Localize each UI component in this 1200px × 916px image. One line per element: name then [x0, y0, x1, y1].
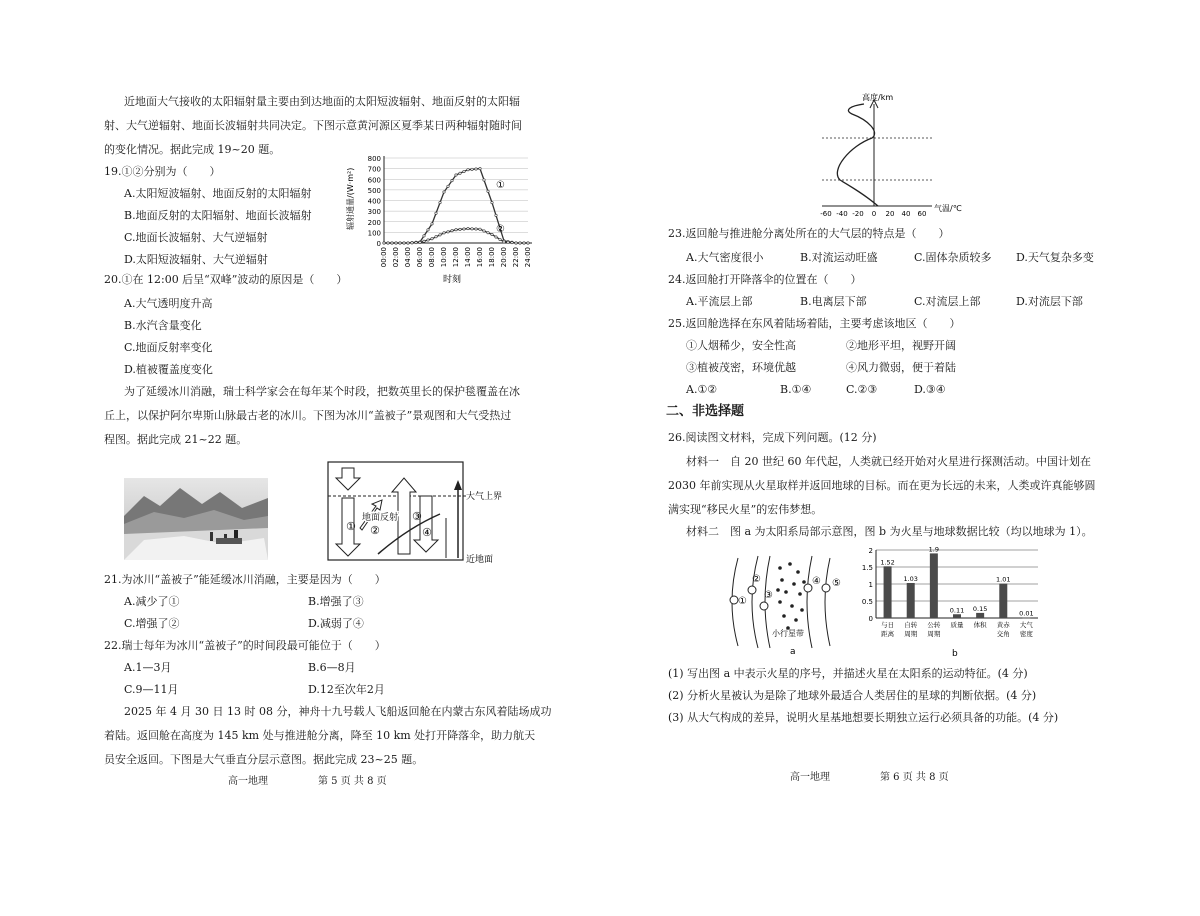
- radiation-point: [423, 240, 425, 242]
- orbit-5: [825, 558, 830, 646]
- bar-y-tick-label: 2: [868, 547, 873, 555]
- radiation-point: [447, 185, 449, 187]
- escape-arrow-head: [454, 480, 462, 490]
- radiation-point: [427, 229, 429, 231]
- orbit-2: [752, 556, 758, 648]
- atm-temperature-curve: [837, 104, 878, 206]
- radiation-point: [507, 241, 509, 243]
- radiation-point: [439, 201, 441, 203]
- radiation-point: [443, 191, 445, 193]
- q20-option-c: C.地面反射率变化: [124, 341, 213, 354]
- q24-option-b: B.电离层下部: [800, 295, 867, 308]
- radiation-point: [467, 168, 469, 170]
- q25-option-d: D.③④: [914, 383, 946, 396]
- radiation-point: [495, 214, 497, 216]
- radiation-x-label: 时刻: [442, 275, 462, 285]
- radiation-series-1-line: [384, 169, 528, 243]
- bar-category-label-bottom: 交角: [996, 630, 1010, 638]
- q25-item-3: ③植被茂密，环境优越: [686, 361, 796, 374]
- q19-option-d: D.太阳短波辐射、大气逆辐射: [124, 253, 268, 266]
- radiation-point: [387, 242, 389, 244]
- radiation-point: [523, 242, 525, 244]
- radiation-x-tick-label: 08:00: [428, 247, 436, 268]
- radiation-point: [447, 231, 449, 233]
- fig-a-num-3: ③: [764, 590, 773, 601]
- bar-value-label: 1.52: [880, 558, 895, 567]
- radiation-point: [479, 167, 481, 169]
- radiation-series-1-label: ①: [496, 180, 505, 191]
- asteroid-dot: [784, 590, 788, 594]
- q19-option-c: C.地面长波辐射、大气逆辐射: [124, 231, 268, 244]
- bar-y-tick-label: 1: [868, 581, 873, 589]
- asteroid-dot: [796, 570, 800, 574]
- radiation-x-tick-label: 14:00: [464, 247, 472, 268]
- radiation-point: [459, 228, 461, 230]
- radiation-point: [431, 238, 433, 240]
- radiation-x-tick-label: 22:00: [512, 247, 520, 268]
- bar-category-label-top: 质量: [950, 621, 964, 629]
- radiation-point: [471, 228, 473, 230]
- radiation-point: [463, 228, 465, 230]
- q22-option-a: A.1—3月: [124, 661, 172, 674]
- atm-x-tick-label: -60: [820, 210, 832, 218]
- radiation-y-tick-label: 700: [367, 165, 381, 174]
- orbit-4: [807, 556, 812, 648]
- q23-option-d: D.天气复杂多变: [1016, 251, 1094, 264]
- bar-category-label-top: 黄赤: [996, 621, 1010, 629]
- bar-category-label-top: 自转: [904, 621, 918, 629]
- radiation-chart: [340, 148, 540, 288]
- radiation-point: [475, 228, 477, 230]
- radiation-point: [451, 179, 453, 181]
- radiation-point: [451, 230, 453, 232]
- radiation-y-tick-label: 300: [367, 208, 381, 217]
- radiation-point: [491, 201, 493, 203]
- radiation-x-ticks: [380, 247, 532, 267]
- left-footer-subject: 高一地理: [228, 776, 268, 787]
- bar-category-label-top: 与日: [881, 621, 895, 629]
- bar-value-label: 0.01: [1019, 609, 1034, 618]
- q22-option-b: B.6—8月: [308, 661, 356, 674]
- intro-23-line-3: 员安全返回。下图是大气垂直分层示意图。据此完成 23~25 题。: [104, 753, 424, 766]
- radiation-point: [483, 230, 485, 232]
- counter-radiation-arrow: [414, 496, 438, 552]
- radiation-y-tick-label: 0: [376, 240, 381, 248]
- bar-category-label-top: 公转: [927, 621, 941, 629]
- q26-material-2: 材料二 图 a 为太阳系局部示意图，图 b 为火星与地球数据比较（均以地球为 1）。: [686, 525, 1093, 538]
- radiation-point: [443, 232, 445, 234]
- bar-category-label-top: 体积: [973, 621, 987, 629]
- asteroid-dot: [776, 588, 780, 592]
- radiation-point: [475, 168, 477, 170]
- bar-category-label-bottom: 周期: [904, 630, 918, 638]
- planet-4: [804, 584, 812, 592]
- q25-option-c: C.②③: [846, 383, 878, 396]
- radiation-point: [383, 242, 385, 244]
- right-footer-page: 第 6 页 共 8 页: [880, 772, 949, 783]
- q26-question-1: (1) 写出图 a 中表示火星的序号，并描述火星在太阳系的运动特征。(4 分): [668, 667, 1028, 680]
- asteroid-dot: [790, 604, 794, 608]
- fig-a-label: a: [790, 647, 796, 657]
- bar-value-label: 0.15: [972, 604, 988, 613]
- left-footer-page: 第 5 页 共 8 页: [318, 776, 387, 787]
- bar-category-label-bottom: 密度: [1019, 630, 1033, 638]
- radiation-point: [435, 236, 437, 238]
- radiation-x-tick-label: 12:00: [452, 247, 460, 268]
- q25-item-1: ①人烟稀少，安全性高: [686, 339, 796, 352]
- intro-21-line-1: 为了延缓冰川消融，瑞士科学家会在每年某个时段，把数英里长的保护毯覆盖在冰: [124, 385, 520, 398]
- radiation-point: [483, 179, 485, 181]
- fig-a-num-5: ⑤: [832, 578, 841, 589]
- radiation-y-tick-label: 100: [367, 229, 381, 238]
- radiation-point: [527, 242, 529, 244]
- bar-chart-value-labels: [880, 545, 1033, 617]
- atm-x-ticks: [820, 210, 926, 218]
- radiation-point: [487, 190, 489, 192]
- bar-category-label-bottom: 周期: [927, 630, 941, 638]
- glacier-photo: [124, 478, 268, 560]
- radiation-point: [455, 229, 457, 231]
- radiation-y-tick-label: 500: [367, 186, 381, 195]
- bar: [953, 614, 961, 618]
- q19-option-b: B.地面反射的太阳辐射、地面长波辐射: [124, 209, 312, 222]
- near-ground-label: 近地面: [466, 555, 494, 565]
- q21-option-b: B.增强了③: [308, 595, 364, 608]
- q25-option-a: A.①②: [686, 383, 718, 396]
- radiation-point: [479, 228, 481, 230]
- bar-y-tick-label: 0.5: [862, 598, 873, 606]
- radiation-point: [415, 241, 417, 243]
- radiation-point: [435, 212, 437, 214]
- radiation-x-tick-label: 02:00: [392, 247, 400, 268]
- q23-option-c: C.固体杂质较多: [914, 251, 992, 264]
- q20-option-a: A.大气透明度升高: [124, 297, 213, 310]
- q25-option-b: B.①④: [780, 383, 812, 396]
- planet-5: [822, 584, 830, 592]
- radiation-x-tick-label: 18:00: [488, 247, 496, 268]
- right-footer-subject: 高一地理: [790, 772, 830, 783]
- radiation-point: [407, 242, 409, 244]
- asteroid-belt-label: 小行星带: [772, 629, 804, 638]
- radiation-x-tick-label: 04:00: [404, 247, 412, 268]
- atm-x-label: 气温/℃: [934, 204, 962, 213]
- bar-category-label-top: 大气: [1019, 621, 1033, 629]
- radiation-x-tick-label: 16:00: [476, 247, 484, 268]
- solar-in-arrow-top: [336, 468, 360, 490]
- asteroid-dot: [780, 578, 784, 582]
- bar-category-label-bottom: 距离: [881, 630, 895, 638]
- radiation-point: [455, 174, 457, 176]
- q19-option-a: A.太阳短波辐射、地面反射的太阳辐射: [124, 187, 312, 200]
- intro-19-line-3: 的变化情况。据此完成 19~20 题。: [104, 143, 281, 156]
- q26-material-1-line-3: 满实现“移民火星”的宏伟梦想。: [668, 503, 823, 516]
- bar-value-label: 1.03: [903, 574, 918, 583]
- intro-19-line-2: 射、大气逆辐射、地面长波辐射共同决定。下图示意黄河源区夏季某日两种辐射随时间: [104, 119, 522, 132]
- fig-a-num-4: ④: [812, 576, 821, 587]
- q26-question-3: (3) 从大气构成的差异，说明火星基地想要长期独立运行必须具备的功能。(4 分): [668, 711, 1059, 724]
- q25-item-4: ④风力微弱，便于着陆: [846, 361, 956, 374]
- intro-19-line-1: 近地面大气接收的太阳辐射量主要由到达地面的太阳短波辐射、地面反射的太阳辐: [124, 95, 520, 108]
- radiation-x-tick-label: 06:00: [416, 247, 424, 268]
- bar: [1022, 618, 1030, 619]
- q24-option-c: C.对流层上部: [914, 295, 981, 308]
- intro-21-line-2: 丘上，以保护阿尔卑斯山脉最古老的冰川。下图为冰川“盖被子”景观图和大气受热过: [104, 409, 512, 422]
- bar: [976, 613, 984, 618]
- radiation-point: [403, 242, 405, 244]
- bar-y-tick-label: 0: [868, 615, 873, 623]
- heat-process-diagram: [320, 458, 510, 568]
- bar-y-tick-label: 1.5: [862, 564, 873, 572]
- radiation-point: [391, 242, 393, 244]
- bar: [930, 553, 938, 618]
- radiation-y-tick-label: 600: [367, 176, 381, 185]
- q26-stem: 26.阅读图文材料，完成下列问题。(12 分): [668, 431, 877, 444]
- radiation-x-tick-label: 10:00: [440, 247, 448, 268]
- right-page: [600, 0, 1200, 916]
- radiation-x-tick-label: 20:00: [500, 247, 508, 268]
- fig-b-label: b: [952, 649, 958, 658]
- planet-3: [760, 602, 768, 610]
- radiation-point: [467, 227, 469, 229]
- bar-chart-y-ticks: [862, 547, 873, 623]
- radiation-point: [495, 236, 497, 238]
- q21-option-c: C.增强了②: [124, 617, 180, 630]
- bar-chart-category-labels: [881, 620, 1033, 638]
- radiation-y-ticks: [368, 155, 381, 248]
- q24-option-a: A.平流层上部: [686, 295, 753, 308]
- bar-value-label: 0.11: [949, 606, 965, 615]
- atm-x-tick-label: 20: [885, 210, 895, 218]
- bar-value-label: 1.9: [928, 545, 940, 554]
- radiation-point: [399, 242, 401, 244]
- radiation-y-tick-label: 400: [367, 197, 381, 206]
- radiation-point: [439, 234, 441, 236]
- q25-stem: 25.返回舱选择在东风着陆场着陆，主要考虑该地区（ ）: [668, 317, 961, 330]
- radiation-point: [503, 241, 505, 243]
- q20-option-d: D.植被覆盖度变化: [124, 363, 213, 376]
- section-2-heading: 二、非选择题: [666, 404, 745, 419]
- radiation-y-label: 辐射通量/(W·m²): [346, 167, 355, 230]
- q22-stem: 22.瑞士每年为冰川“盖被子”的时间段最可能位于（ ）: [104, 639, 386, 652]
- radiation-point: [427, 239, 429, 241]
- asteroid-dot: [802, 580, 806, 584]
- bar: [884, 566, 892, 618]
- radiation-series-2-label: ②: [496, 224, 505, 235]
- radiation-y-tick-label: 200: [367, 218, 381, 227]
- reflect-label: 地面反射: [362, 513, 399, 523]
- radiation-point: [519, 242, 521, 244]
- asteroid-dot: [782, 614, 786, 618]
- q24-option-d: D.对流层下部: [1016, 295, 1083, 308]
- atm-x-tick-label: 0: [871, 210, 877, 218]
- radiation-point: [487, 232, 489, 234]
- radiation-point: [459, 172, 461, 174]
- atm-x-tick-label: 40: [901, 210, 911, 218]
- heat-num-2: ②: [370, 524, 380, 537]
- fig-a-num-1: ①: [738, 596, 747, 607]
- asteroid-belt-dots: [776, 562, 806, 630]
- radiation-x-tick-label: 24:00: [524, 247, 532, 268]
- bar: [907, 583, 915, 618]
- radiation-markers: [383, 167, 529, 244]
- q22-option-d: D.12至次年2月: [308, 683, 385, 696]
- q19-stem: 19.①②分别为（ ）: [104, 165, 221, 178]
- radiation-point: [471, 168, 473, 170]
- heat-num-1: ①: [346, 520, 356, 533]
- q26-material-1-line-2: 2030 年前实现从火星取样并返回地球的目标。而在更为长远的未来，人类或许真能够圆: [668, 479, 1096, 492]
- radiation-point: [423, 235, 425, 237]
- atm-x-tick-label: 60: [917, 210, 927, 218]
- radiation-x-tick-label: 00:00: [380, 247, 388, 268]
- asteroid-dot: [792, 582, 796, 586]
- planet-1: [730, 596, 738, 604]
- radiation-y-tick-label: 800: [367, 155, 381, 163]
- bar: [999, 584, 1007, 618]
- q24-stem: 24.返回舱打开降落伞的位置在（ ）: [668, 273, 862, 286]
- heat-num-4: ④: [422, 526, 432, 539]
- radiation-point: [499, 238, 501, 240]
- q26-material-1-line-1: 材料一 自 20 世纪 60 年代起，人类就已经开始对火星进行探测活动。中国计划在: [686, 455, 1091, 468]
- q21-option-d: D.减弱了④: [308, 617, 364, 630]
- q25-item-2: ②地形平坦，视野开阔: [846, 339, 956, 352]
- q26-question-2: (2) 分析火星被认为是除了地球外最适合人类居住的星球的判断依据。(4 分): [668, 689, 1037, 702]
- radiation-point: [419, 241, 421, 243]
- q23-option-b: B.对流运动旺盛: [800, 251, 878, 264]
- atmosphere-top-label: 大气上界: [466, 492, 503, 502]
- q23-option-a: A.大气密度很小: [686, 251, 764, 264]
- radiation-point: [411, 242, 413, 244]
- radiation-point: [395, 242, 397, 244]
- solar-system-figure-a: [724, 548, 854, 658]
- radiation-point: [463, 170, 465, 172]
- fig-a-num-2: ②: [752, 574, 761, 585]
- bar-value-label: 1.01: [996, 575, 1011, 584]
- atm-y-label: 高度/km: [862, 93, 894, 102]
- atm-x-tick-label: -40: [836, 210, 848, 218]
- q23-stem: 23.返回舱与推进舱分离处所在的大气层的特点是（ ）: [668, 227, 950, 240]
- mars-earth-bar-chart-b: [862, 540, 1042, 658]
- q20-stem: 20.①在 12:00 后呈“双峰”波动的原因是（ ）: [104, 273, 348, 286]
- asteroid-dot: [778, 600, 782, 604]
- intro-21-line-3: 程图。据此完成 21~22 题。: [104, 433, 248, 446]
- q22-option-c: C.9—11月: [124, 683, 179, 696]
- radiation-point: [491, 233, 493, 235]
- radiation-point: [431, 223, 433, 225]
- planet-2: [748, 586, 756, 594]
- intro-23-line-2: 着陆。返回舱在高度为 145 km 处与推进舱分离，降至 10 km 处打开降落伞，助力航天: [104, 729, 536, 742]
- atm-x-tick-label: -20: [852, 210, 864, 218]
- q21-option-a: A.减少了①: [124, 595, 180, 608]
- q21-stem: 21.为冰川“盖被子”能延缓冰川消融，主要是因为（ ）: [104, 573, 386, 586]
- q20-option-b: B.水汽含量变化: [124, 319, 202, 332]
- heat-num-3: ③: [412, 510, 422, 523]
- asteroid-dot: [800, 608, 804, 612]
- asteroid-dot: [778, 566, 782, 570]
- asteroid-dot: [794, 618, 798, 622]
- radiation-point: [515, 242, 517, 244]
- intro-23-line-1: 2025 年 4 月 30 日 13 时 08 分，神舟十九号载人飞船返回舱在内蒙古东风着陆场成功: [124, 705, 552, 718]
- asteroid-dot: [788, 562, 792, 566]
- radiation-point: [511, 241, 513, 243]
- atmosphere-layers-chart: [806, 90, 966, 222]
- asteroid-dot: [798, 592, 802, 596]
